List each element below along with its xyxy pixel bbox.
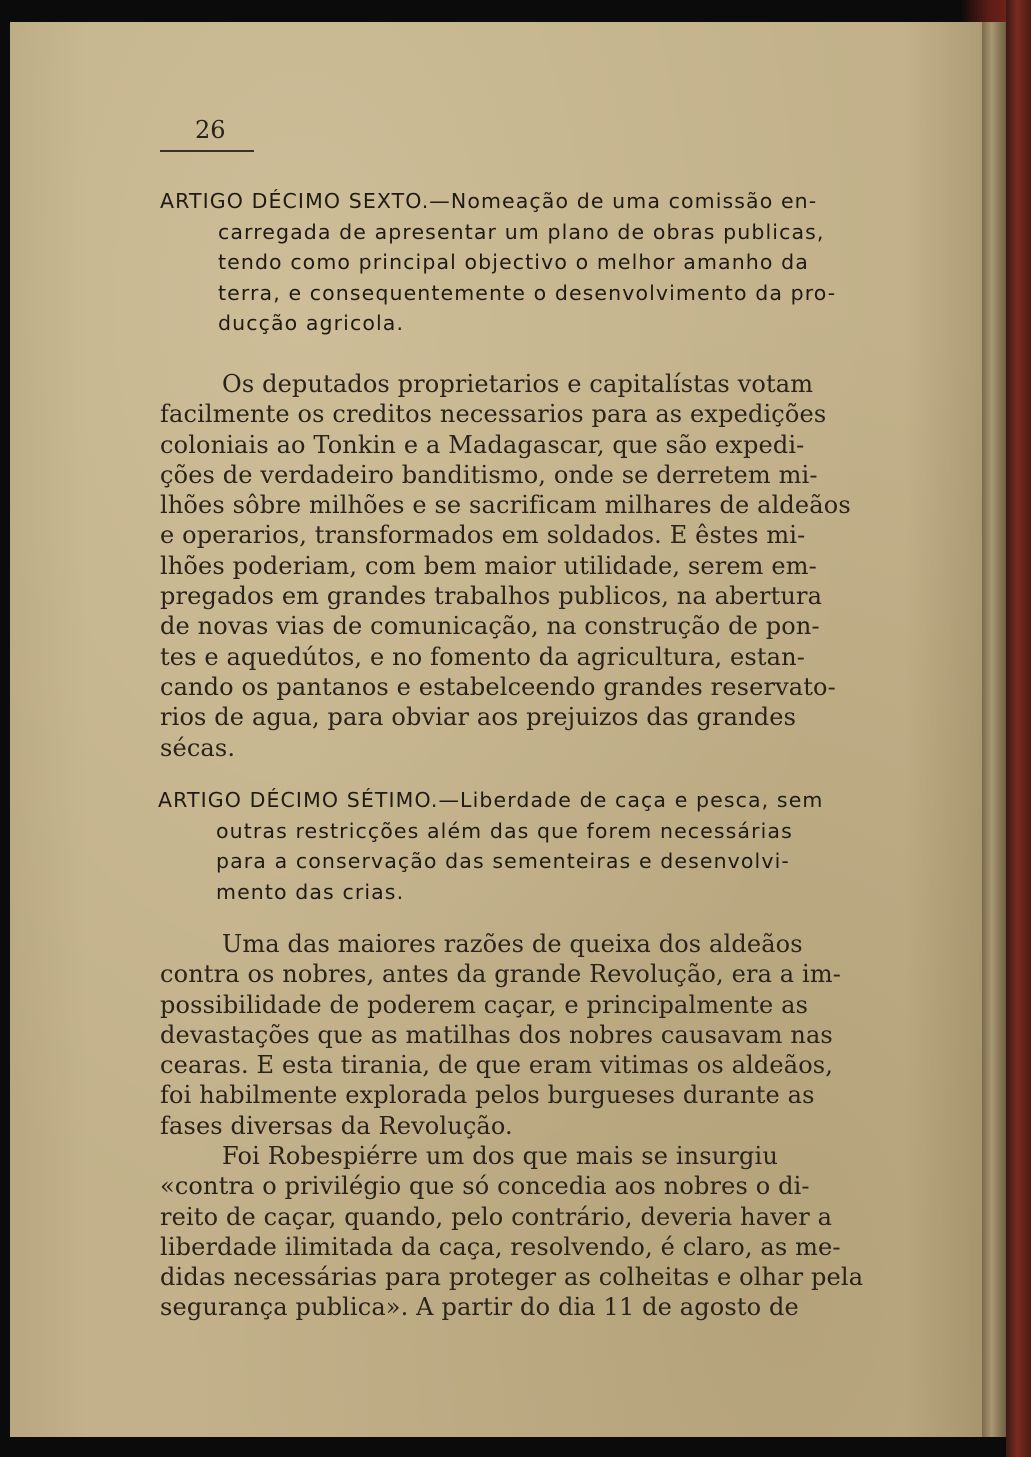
article-16-line: carregada de apresentar um plano de obras publicas, — [218, 219, 825, 244]
paragraph-line: lhões poderiam, com bem maior utilidade, serem em- — [160, 551, 817, 580]
paragraph-2 — [160, 929, 880, 1141]
article-16-heading — [160, 186, 880, 339]
paragraph-line: devastações que as matilhas dos nobres causavam nas — [160, 1020, 833, 1049]
book-cover-edge — [1006, 0, 1031, 1457]
paragraph-line: cearas. E esta tirania, de que eram vitimas os aldeãos, — [160, 1051, 834, 1080]
paragraph-line: facilmente os creditos necessarios para as expedições — [160, 400, 827, 429]
article-17-line: mento das crias. — [216, 879, 405, 904]
paragraph-line: ções de verdadeiro banditismo, onde se derretem mi- — [160, 460, 818, 489]
paragraph-3 — [160, 1141, 880, 1323]
paragraph-line: possibilidade de poderem caçar, e principalmente as — [160, 990, 809, 1019]
paragraph-line: didas necessárias para proteger as colheitas e olhar pela — [160, 1263, 864, 1292]
paragraph-line: liberdade ilimitada da caça, resolvendo, é claro, as me- — [160, 1232, 841, 1261]
page-number: 26 — [195, 116, 226, 144]
paragraph-line: Os deputados proprietarios e capitalístas votam — [222, 370, 814, 398]
paragraph-line: pregados em grandes trabalhos publicos, na abertura — [160, 582, 823, 611]
paragraph-line: «contra o privilégio que só concedia aos nobres o di- — [160, 1172, 810, 1201]
paragraph-line: segurança publica». A partir do dia 11 de agosto de — [160, 1293, 799, 1322]
article-17-line: ARTIGO DÉCIMO SÉTIMO.—Liberdade de caça e pesca, sem — [158, 788, 824, 812]
paragraph-line: contra os nobres, antes da grande Revolução, era a im- — [160, 960, 842, 989]
article-16-line: tendo como principal objectivo o melhor amanho da — [218, 250, 809, 274]
paragraph-line: tes e aquedútos, e no fomento da agricultura, estan- — [160, 642, 805, 671]
paragraph-line: coloniais ao Tonkin e a Madagascar, que são expedi- — [160, 430, 805, 459]
paragraph-line: e operarios, transformados em soldados. E êstes mi- — [160, 521, 806, 550]
paragraph-line: lhões sôbre milhões e se sacrificam milhares de aldeãos — [160, 491, 851, 520]
article-17-heading — [158, 785, 882, 907]
paragraph-line: foi habilmente explorada pelos burgueses durante as — [160, 1081, 815, 1110]
article-16-line: ducção agricola. — [218, 311, 405, 335]
article-17-line: para a conservação das sementeiras e desenvolvi- — [216, 849, 790, 873]
article-16-line: ARTIGO DÉCIMO SEXTO.—Nomeação de uma comissão en- — [160, 189, 818, 213]
paragraph-line: de novas vias de comunicação, na construção de pon- — [160, 612, 820, 641]
paragraph-line: Foi Robespiérre um dos que mais se insurgiu — [222, 1142, 778, 1170]
article-17-line: outras restricções além das que forem necessárias — [216, 818, 793, 843]
paragraph-1 — [160, 369, 880, 763]
paragraph-line: rios de agua, para obviar aos prejuizos das grandes — [160, 703, 797, 732]
paragraph-line: Uma das maiores razões de queixa dos aldeãos — [222, 930, 803, 958]
page-edge — [982, 22, 1006, 1437]
paragraph-line: cando os pantanos e estabelceendo grandes reservato- — [160, 672, 836, 701]
paragraph-line: sécas. — [160, 733, 236, 762]
article-16-line: terra, e consequentemente o desenvolvimento da pro- — [218, 280, 837, 305]
paragraph-line: reito de caçar, quando, pelo contrário, deveria haver a — [160, 1202, 833, 1231]
paragraph-line: fases diversas da Revolução. — [160, 1111, 513, 1140]
book-page — [10, 22, 982, 1437]
page-number-rule — [160, 150, 254, 152]
